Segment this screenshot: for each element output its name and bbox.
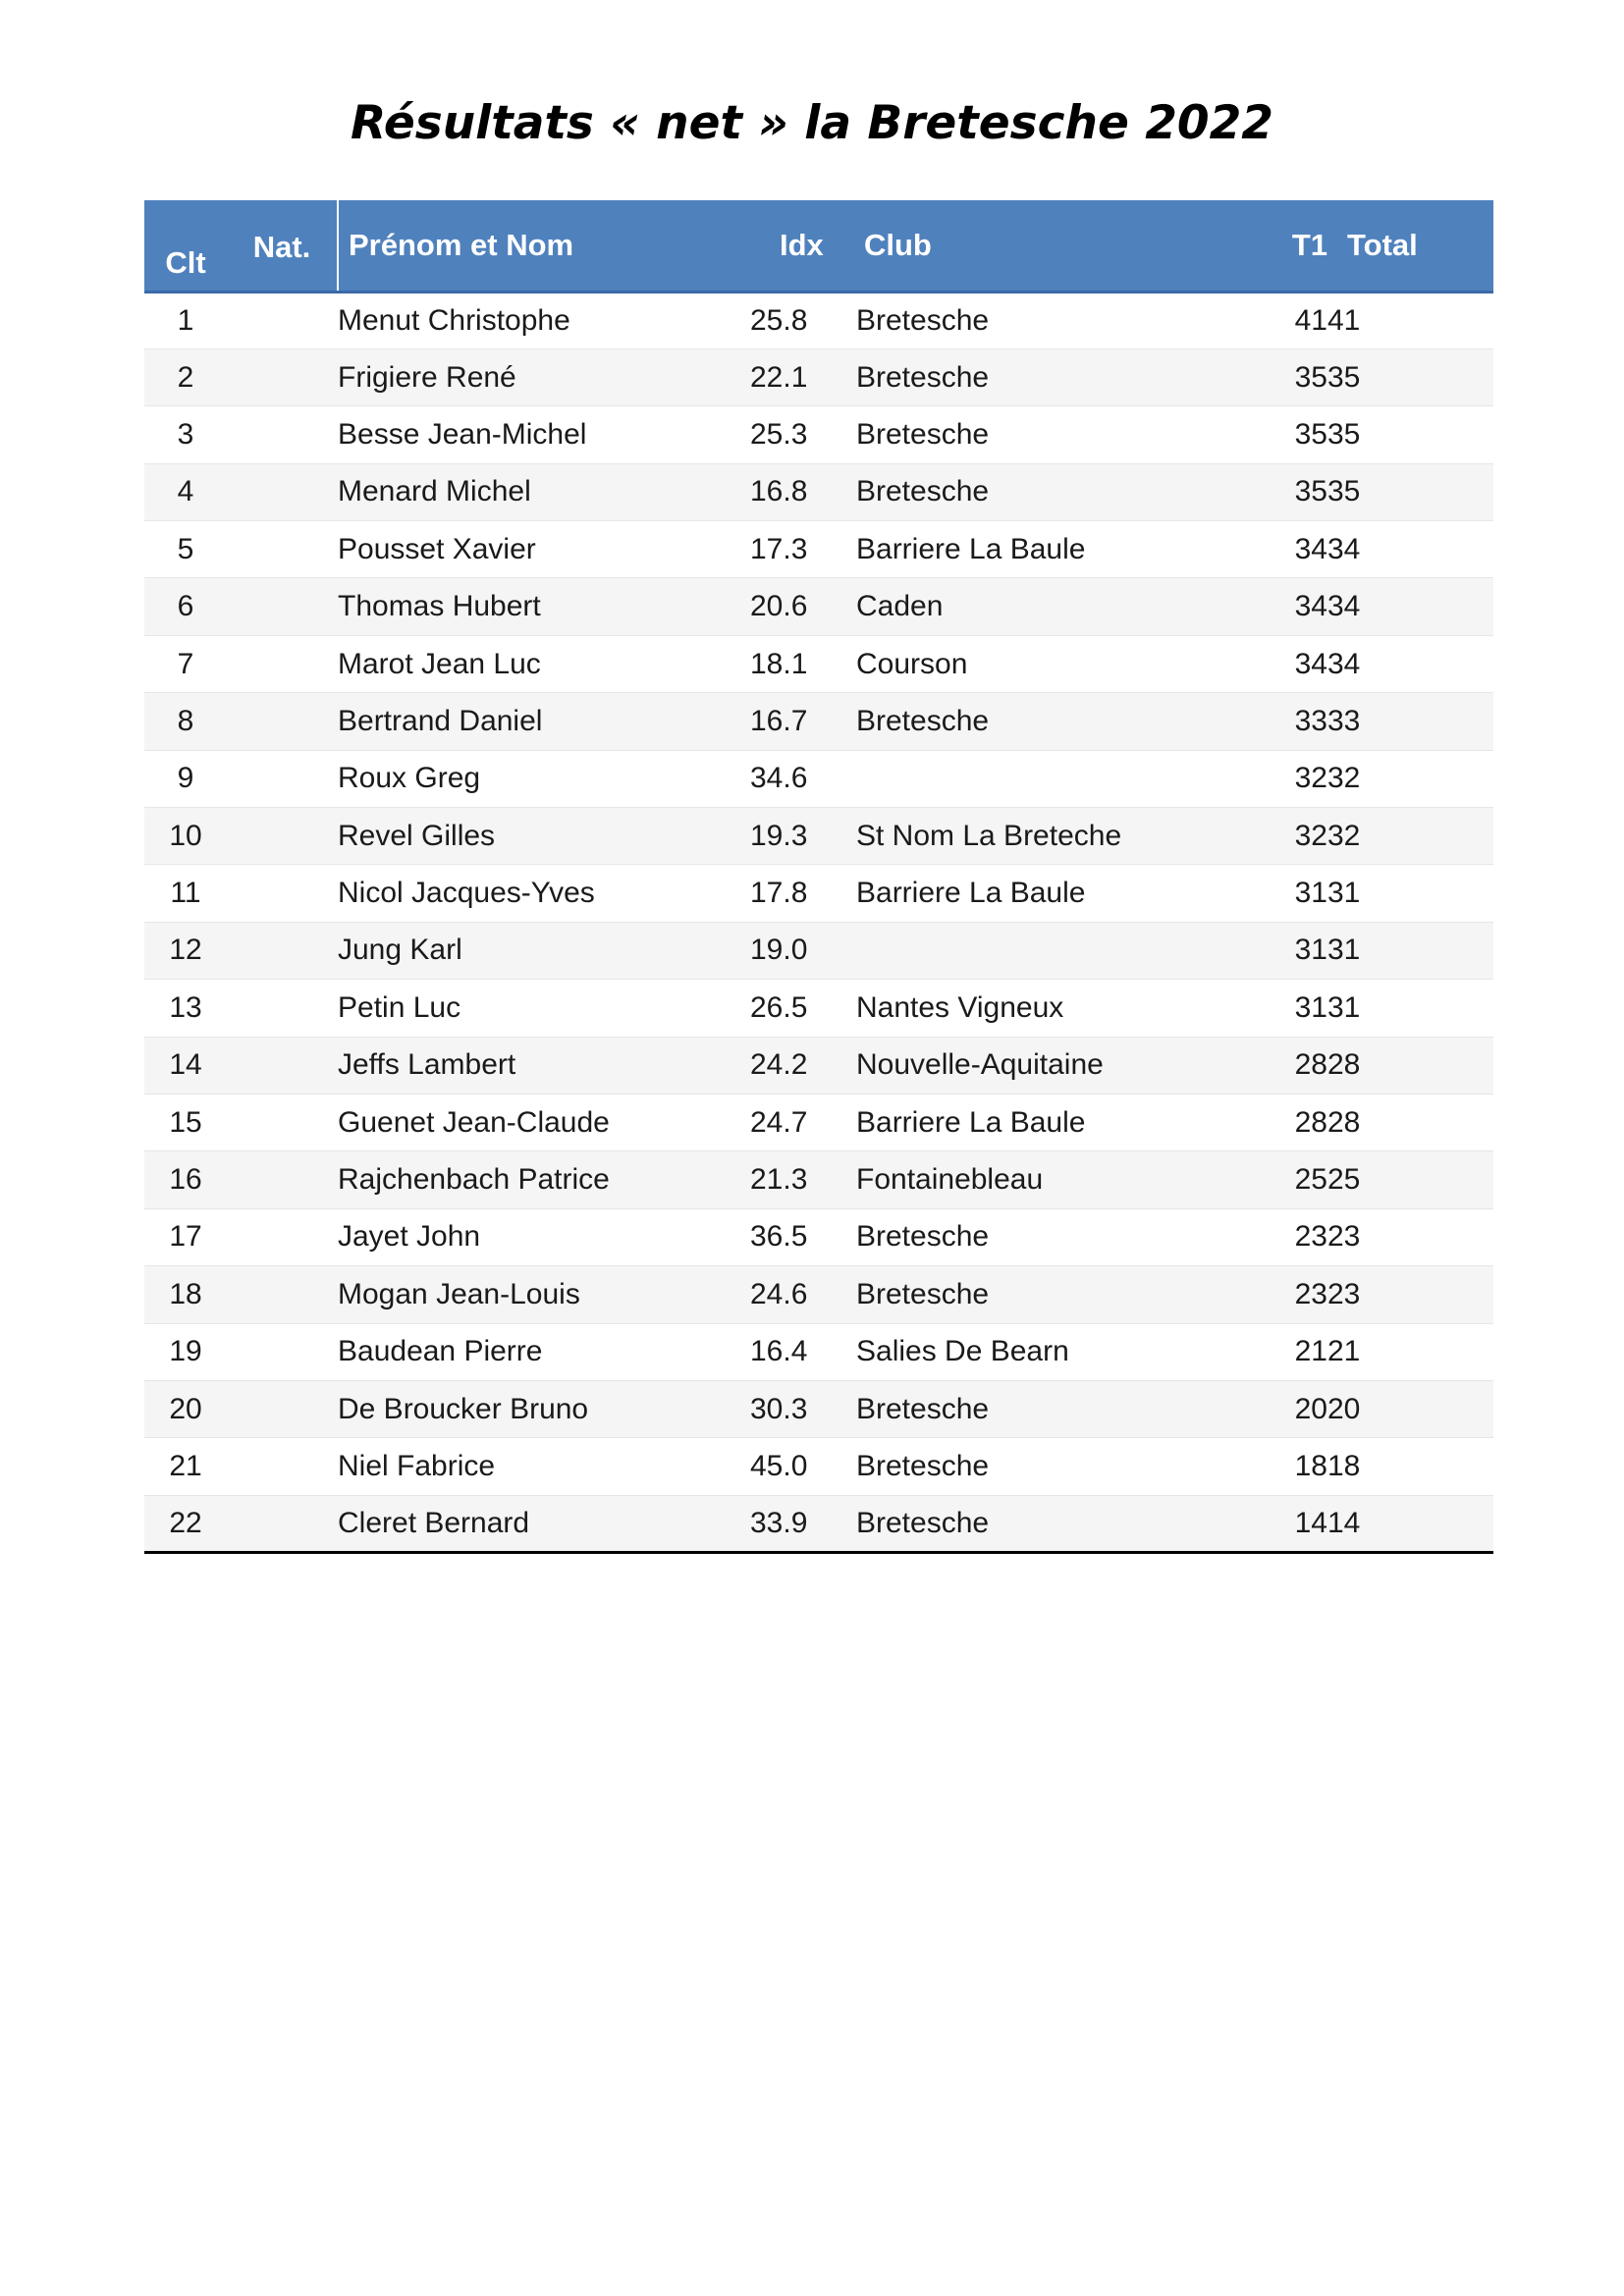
cell-index: 45.0: [750, 1438, 856, 1495]
cell-nat: [227, 1495, 338, 1552]
cell-index: 21.3: [750, 1151, 856, 1208]
cell-t1: 35: [1257, 348, 1327, 405]
cell-club: St Nom La Breteche: [856, 808, 1257, 865]
page-title: Résultats « net » la Bretesche 2022: [351, 96, 1273, 150]
cell-club: [856, 922, 1257, 979]
table-header: [144, 200, 1493, 292]
table-row: [144, 750, 1493, 807]
table-row: [144, 1323, 1493, 1380]
cell-clt: 16: [144, 1151, 227, 1208]
cell-clt: 12: [144, 922, 227, 979]
table-row: [144, 1495, 1493, 1552]
cell-nat: [227, 922, 338, 979]
table-body: [144, 292, 1493, 1553]
cell-club: Barriere La Baule: [856, 1094, 1257, 1150]
cell-player-name: Nicol Jacques-Yves: [338, 865, 750, 922]
cell-total: 18: [1327, 1438, 1493, 1495]
cell-total: 35: [1327, 406, 1493, 463]
cell-clt: 22: [144, 1495, 227, 1552]
cell-index: 26.5: [750, 980, 856, 1037]
cell-clt: 18: [144, 1266, 227, 1323]
table-row: [144, 463, 1493, 520]
cell-clt: 5: [144, 521, 227, 578]
cell-club: Bretesche: [856, 1208, 1257, 1265]
cell-total: 32: [1327, 808, 1493, 865]
cell-t1: 33: [1257, 693, 1327, 750]
cell-t1: 34: [1257, 635, 1327, 692]
cell-clt: 3: [144, 406, 227, 463]
cell-clt: 20: [144, 1380, 227, 1437]
cell-index: 33.9: [750, 1495, 856, 1552]
cell-index: 30.3: [750, 1380, 856, 1437]
cell-clt: 2: [144, 348, 227, 405]
cell-player-name: Guenet Jean-Claude: [338, 1094, 750, 1150]
cell-club: Nantes Vigneux: [856, 980, 1257, 1037]
cell-index: 25.3: [750, 406, 856, 463]
cell-club: [856, 750, 1257, 807]
cell-nat: [227, 1208, 338, 1265]
cell-t1: 35: [1257, 406, 1327, 463]
cell-club: Bretesche: [856, 406, 1257, 463]
cell-t1: 31: [1257, 980, 1327, 1037]
cell-player-name: Frigiere René: [338, 348, 750, 405]
cell-nat: [227, 808, 338, 865]
cell-club: Nouvelle-Aquitaine: [856, 1037, 1257, 1094]
table-row: [144, 808, 1493, 865]
cell-index: 24.2: [750, 1037, 856, 1094]
cell-total: 34: [1327, 635, 1493, 692]
cell-total: 33: [1327, 693, 1493, 750]
table-row: [144, 348, 1493, 405]
cell-total: 23: [1327, 1266, 1493, 1323]
cell-club: Caden: [856, 578, 1257, 635]
cell-club: Bretesche: [856, 463, 1257, 520]
cell-index: 16.7: [750, 693, 856, 750]
table-row: [144, 980, 1493, 1037]
table-row: [144, 1094, 1493, 1150]
cell-nat: [227, 521, 338, 578]
cell-t1: 28: [1257, 1037, 1327, 1094]
cell-player-name: Jayet John: [338, 1208, 750, 1265]
cell-nat: [227, 635, 338, 692]
cell-player-name: De Broucker Bruno: [338, 1380, 750, 1437]
cell-index: 16.4: [750, 1323, 856, 1380]
cell-index: 17.3: [750, 521, 856, 578]
cell-total: 34: [1327, 578, 1493, 635]
cell-nat: [227, 1037, 338, 1094]
table-row: [144, 521, 1493, 578]
cell-player-name: Petin Luc: [338, 980, 750, 1037]
cell-club: Barriere La Baule: [856, 521, 1257, 578]
cell-nat: [227, 1094, 338, 1150]
cell-clt: 10: [144, 808, 227, 865]
cell-player-name: Jung Karl: [338, 922, 750, 979]
cell-total: 31: [1327, 865, 1493, 922]
cell-nat: [227, 406, 338, 463]
cell-nat: [227, 693, 338, 750]
cell-t1: 18: [1257, 1438, 1327, 1495]
cell-player-name: Bertrand Daniel: [338, 693, 750, 750]
cell-player-name: Jeffs Lambert: [338, 1037, 750, 1094]
cell-t1: 41: [1257, 292, 1327, 348]
cell-t1: 34: [1257, 578, 1327, 635]
cell-clt: 8: [144, 693, 227, 750]
cell-nat: [227, 578, 338, 635]
cell-index: 36.5: [750, 1208, 856, 1265]
cell-player-name: Cleret Bernard: [338, 1495, 750, 1552]
cell-total: 21: [1327, 1323, 1493, 1380]
cell-clt: 15: [144, 1094, 227, 1150]
cell-index: 18.1: [750, 635, 856, 692]
cell-t1: 31: [1257, 865, 1327, 922]
cell-clt: 7: [144, 635, 227, 692]
cell-t1: 20: [1257, 1380, 1327, 1437]
cell-player-name: Revel Gilles: [338, 808, 750, 865]
cell-total: 20: [1327, 1380, 1493, 1437]
cell-player-name: Niel Fabrice: [338, 1438, 750, 1495]
cell-total: 35: [1327, 348, 1493, 405]
cell-total: 31: [1327, 922, 1493, 979]
cell-t1: 28: [1257, 1094, 1327, 1150]
table-row: [144, 406, 1493, 463]
cell-total: 28: [1327, 1037, 1493, 1094]
table-row: [144, 1151, 1493, 1208]
cell-index: 22.1: [750, 348, 856, 405]
cell-club: Salies De Bearn: [856, 1323, 1257, 1380]
cell-clt: 21: [144, 1438, 227, 1495]
table-row: [144, 922, 1493, 979]
cell-club: Bretesche: [856, 1380, 1257, 1437]
cell-nat: [227, 1151, 338, 1208]
header-idx: Idx: [750, 200, 856, 292]
cell-t1: 32: [1257, 750, 1327, 807]
cell-nat: [227, 292, 338, 348]
table-row: [144, 693, 1493, 750]
table-row: [144, 292, 1493, 348]
cell-nat: [227, 463, 338, 520]
cell-club: Barriere La Baule: [856, 865, 1257, 922]
table-row: [144, 865, 1493, 922]
cell-clt: 19: [144, 1323, 227, 1380]
cell-total: 32: [1327, 750, 1493, 807]
header-name: Prénom et Nom: [338, 200, 750, 292]
cell-player-name: Besse Jean-Michel: [338, 406, 750, 463]
cell-index: 16.8: [750, 463, 856, 520]
cell-nat: [227, 348, 338, 405]
cell-clt: 1: [144, 292, 227, 348]
cell-clt: 6: [144, 578, 227, 635]
cell-clt: 4: [144, 463, 227, 520]
cell-club: Courson: [856, 635, 1257, 692]
cell-player-name: Menard Michel: [338, 463, 750, 520]
cell-club: Bretesche: [856, 292, 1257, 348]
cell-total: 14: [1327, 1495, 1493, 1552]
cell-t1: 32: [1257, 808, 1327, 865]
cell-index: 34.6: [750, 750, 856, 807]
header-club: Club: [856, 200, 1257, 292]
cell-nat: [227, 865, 338, 922]
cell-t1: 31: [1257, 922, 1327, 979]
cell-t1: 25: [1257, 1151, 1327, 1208]
cell-player-name: Rajchenbach Patrice: [338, 1151, 750, 1208]
header-total: Total: [1327, 200, 1493, 292]
cell-total: 41: [1327, 292, 1493, 348]
cell-t1: 23: [1257, 1266, 1327, 1323]
cell-player-name: Thomas Hubert: [338, 578, 750, 635]
cell-index: 24.6: [750, 1266, 856, 1323]
cell-club: Bretesche: [856, 1266, 1257, 1323]
cell-t1: 14: [1257, 1495, 1327, 1552]
cell-player-name: Marot Jean Luc: [338, 635, 750, 692]
cell-club: Bretesche: [856, 693, 1257, 750]
cell-club: Bretesche: [856, 1438, 1257, 1495]
table-row: [144, 1037, 1493, 1094]
cell-t1: 35: [1257, 463, 1327, 520]
cell-nat: [227, 1266, 338, 1323]
cell-t1: 23: [1257, 1208, 1327, 1265]
cell-player-name: Menut Christophe: [338, 292, 750, 348]
cell-total: 35: [1327, 463, 1493, 520]
cell-nat: [227, 1380, 338, 1437]
cell-t1: 21: [1257, 1323, 1327, 1380]
table-row: [144, 1380, 1493, 1437]
table-row: [144, 1438, 1493, 1495]
cell-club: Bretesche: [856, 348, 1257, 405]
cell-player-name: Mogan Jean-Louis: [338, 1266, 750, 1323]
cell-clt: 13: [144, 980, 227, 1037]
cell-nat: [227, 980, 338, 1037]
header-nat: Nat.: [227, 200, 338, 292]
cell-index: 19.3: [750, 808, 856, 865]
cell-index: 24.7: [750, 1094, 856, 1150]
cell-club: Fontainebleau: [856, 1151, 1257, 1208]
cell-total: 28: [1327, 1094, 1493, 1150]
cell-total: 23: [1327, 1208, 1493, 1265]
results-table: [144, 200, 1493, 1554]
table-row: [144, 1208, 1493, 1265]
cell-clt: 17: [144, 1208, 227, 1265]
cell-index: 19.0: [750, 922, 856, 979]
cell-clt: 11: [144, 865, 227, 922]
cell-total: 34: [1327, 521, 1493, 578]
table-row: [144, 635, 1493, 692]
cell-index: 25.8: [750, 292, 856, 348]
table-row: [144, 1266, 1493, 1323]
cell-nat: [227, 750, 338, 807]
cell-nat: [227, 1438, 338, 1495]
cell-total: 31: [1327, 980, 1493, 1037]
cell-index: 17.8: [750, 865, 856, 922]
cell-index: 20.6: [750, 578, 856, 635]
cell-nat: [227, 1323, 338, 1380]
cell-player-name: Pousset Xavier: [338, 521, 750, 578]
cell-player-name: Baudean Pierre: [338, 1323, 750, 1380]
cell-clt: 14: [144, 1037, 227, 1094]
cell-t1: 34: [1257, 521, 1327, 578]
header-t1: T1: [1257, 200, 1327, 292]
header-clt: Clt: [144, 200, 227, 292]
cell-club: Bretesche: [856, 1495, 1257, 1552]
cell-total: 25: [1327, 1151, 1493, 1208]
cell-player-name: Roux Greg: [338, 750, 750, 807]
cell-clt: 9: [144, 750, 227, 807]
header-row: [144, 200, 1493, 292]
table-row: [144, 578, 1493, 635]
